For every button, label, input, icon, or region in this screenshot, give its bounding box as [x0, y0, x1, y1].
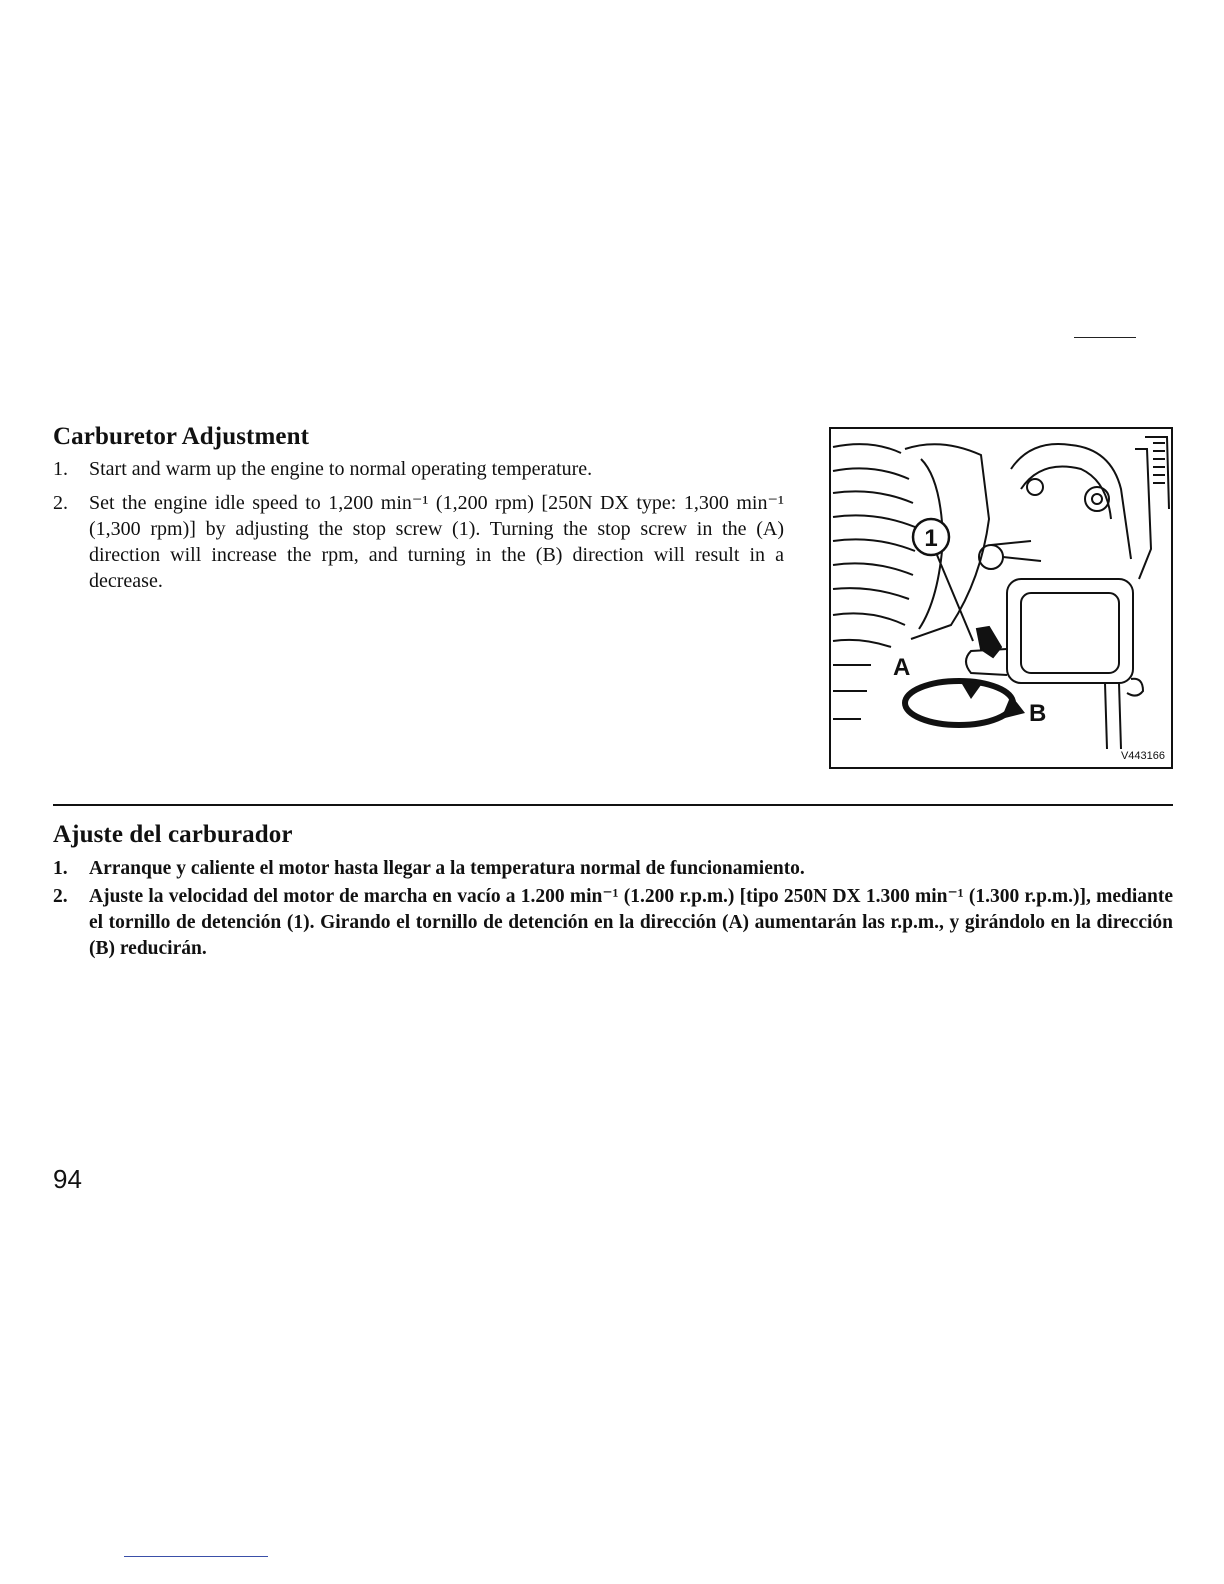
step-number: 1.: [53, 458, 68, 480]
step-number: 2.: [53, 886, 68, 907]
spanish-section: [53, 821, 1175, 971]
callout-number: 1: [924, 525, 938, 552]
carburetor-illustration: [831, 429, 1171, 767]
step-text: Set the engine idle speed to 1,200 min⁻¹ (1,200 rpm) [250N DX type: 1,300 min⁻¹ (1,300 rpm)] by adjusting the stop screw (1). Turning the stop screw in the (A) direction will increase the rpm, and turning in the (B) direction will result in a decrease.: [89, 492, 784, 592]
page-number: 94: [53, 1164, 82, 1194]
footer-rule: [124, 1556, 268, 1557]
list-item: [53, 490, 793, 600]
step-text: Ajuste la velocidad del motor de marcha en vacío a 1.200 min⁻¹ (1.200 r.p.m.) [tipo 250N DX 1.300 min⁻¹ (1.300 r.p.m.)], mediante el tornillo de detención (1). Girando el tornillo de detención en la dirección (A) aumentarán las r.p.m., y girándolo en la dirección (B) reducirán.: [89, 886, 1173, 959]
step-text: Arranque y caliente el motor hasta llegar a la temperatura normal de funcionamiento.: [89, 858, 805, 879]
section-heading-es: Ajuste del carburador: [53, 821, 293, 848]
list-item: [53, 456, 793, 484]
carburetor-figure: [829, 427, 1173, 769]
direction-label-b: B: [1029, 700, 1047, 727]
figure-code: V443166: [1120, 750, 1165, 762]
english-section: [53, 423, 793, 613]
list-item: [53, 856, 1175, 884]
section-divider: [53, 804, 1173, 806]
step-number: 2.: [53, 492, 68, 514]
list-item: [53, 884, 1175, 968]
step-text: Start and warm up the engine to normal operating temperature.: [89, 458, 593, 480]
header-rule: [1074, 337, 1136, 338]
direction-label-a: A: [893, 654, 911, 681]
section-heading-en: Carburetor Adjustment: [53, 423, 310, 450]
step-number: 1.: [53, 858, 68, 879]
